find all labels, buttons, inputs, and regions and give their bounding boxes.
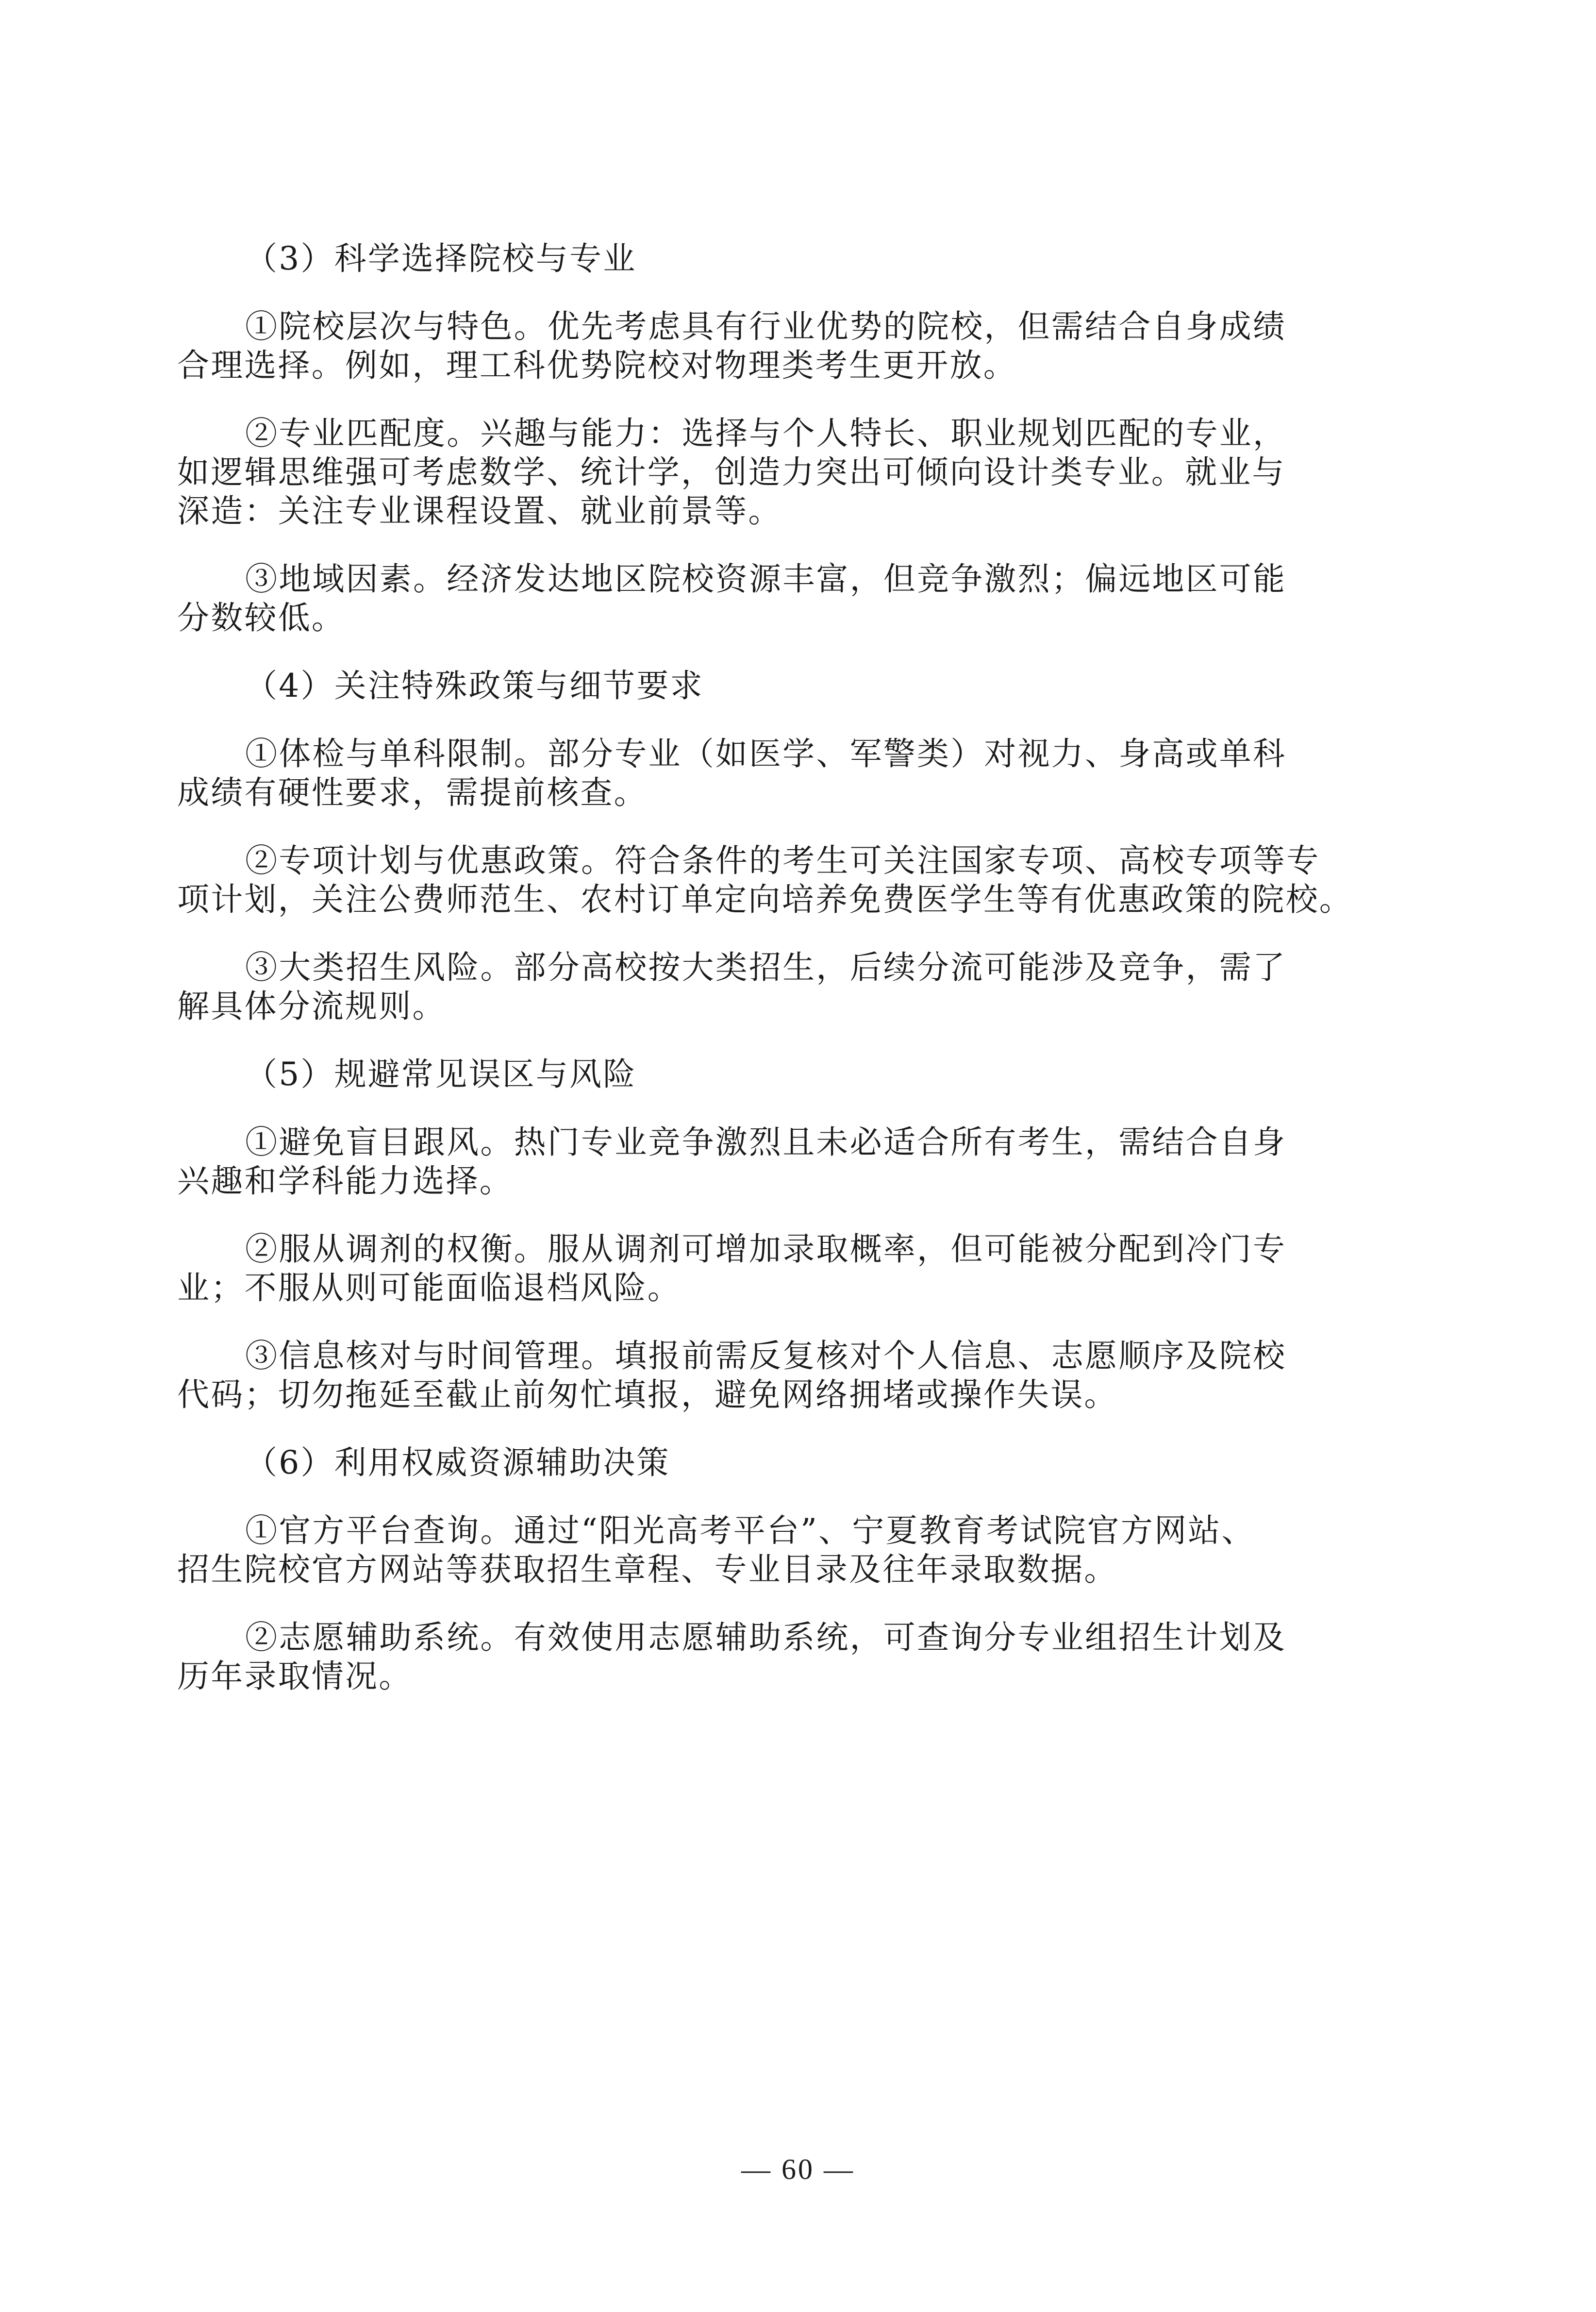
section-heading: （6）利用权威资源辅助决策 [245, 1444, 670, 1481]
paragraph [177, 414, 1335, 531]
paragraph [177, 735, 1335, 812]
paragraph-line: 业；不服从则可能面临退档风险。 [177, 1269, 681, 1307]
page-number: — 60 — [741, 2153, 855, 2185]
paragraph-line: ③地域因素。经济发达地区院校资源丰富，但竞争激烈；偏远地区可能 [245, 560, 1287, 598]
paragraph-line: ③大类招生风险。部分高校按大类招生，后续分流可能涉及竞争，需了 [245, 949, 1287, 986]
paragraph-gap [177, 1026, 1335, 1055]
paragraph-line: ②专业匹配度。兴趣与能力：选择与个人特长、职业规划匹配的专业， [245, 415, 1287, 452]
paragraph-line: ①体检与单科限制。部分专业（如医学、军警类）对视力、身高或单科 [245, 735, 1287, 772]
paragraph-line: 合理选择。例如，理工科优势院校对物理类考生更开放。 [177, 347, 1017, 384]
paragraph-line: 兴趣和学科能力选择。 [177, 1162, 513, 1200]
paragraph-gap [177, 1414, 1335, 1443]
paragraph [177, 1337, 1335, 1414]
paragraph-line: ①避免盲目跟风。热门专业竞争激烈且未必适合所有考生，需结合自身 [245, 1123, 1287, 1161]
paragraph [177, 307, 1335, 385]
paragraph [177, 1618, 1335, 1696]
paragraph-line: 如逻辑思维强可考虑数学、统计学，创造力突出可倾向设计类专业。就业与 [177, 453, 1286, 491]
section-heading: （3）科学选择院校与专业 [245, 240, 637, 277]
paragraph-line: 成绩有硬性要求，需提前核查。 [177, 774, 648, 811]
paragraph-line: 招生院校官方网站等获取招生章程、专业目录及往年录取数据。 [177, 1551, 1118, 1588]
paragraph [177, 1123, 1335, 1201]
paragraph-gap [177, 1201, 1335, 1230]
paragraph-line: 分数较低。 [177, 599, 345, 637]
paragraph-line: 解具体分流规则。 [177, 988, 446, 1025]
paragraph-gap [177, 812, 1335, 841]
paragraph [177, 841, 1353, 919]
paragraph [177, 948, 1335, 1026]
paragraph [177, 560, 1335, 637]
paragraph-line: ②志愿辅助系统。有效使用志愿辅助系统，可查询分专业组招生计划及 [245, 1619, 1287, 1656]
paragraph [177, 1230, 1335, 1307]
paragraph-gap [177, 1482, 1335, 1511]
paragraph-gap [177, 1094, 1335, 1123]
paragraph-gap [177, 919, 1335, 948]
section-heading: （4）关注特殊政策与细节要求 [245, 667, 704, 704]
paragraph-gap [177, 705, 1335, 735]
paragraph-gap [177, 531, 1335, 560]
paragraph-line: 深造：关注专业课程设置、就业前景等。 [177, 492, 782, 530]
paragraph-line: ①官方平台查询。通过“阳光高考平台”、宁夏教育考试院官方网站、 [245, 1512, 1255, 1549]
paragraph-gap [177, 637, 1335, 667]
paragraph-line: ②专项计划与优惠政策。符合条件的考生可关注国家专项、高校专项等专 [245, 842, 1320, 879]
paragraph-gap [177, 1307, 1335, 1337]
paragraph [177, 1511, 1335, 1589]
paragraph-gap [177, 278, 1335, 307]
paragraph-gap [177, 1589, 1335, 1618]
paragraph-line: ②服从调剂的权衡。服从调剂可增加录取概率，但可能被分配到冷门专 [245, 1230, 1287, 1268]
paragraph-line: 代码；切勿拖延至截止前匆忙填报，避免网络拥堵或操作失误。 [177, 1376, 1118, 1413]
paragraph-gap [177, 385, 1335, 414]
paragraph-line: 历年录取情况。 [177, 1658, 413, 1695]
paragraph-line: ①院校层次与特色。优先考虑具有行业优势的院校，但需结合自身成绩 [245, 308, 1287, 345]
section-heading: （5）规避常见误区与风险 [245, 1055, 637, 1093]
paragraph-line: 项计划，关注公费师范生、农村订单定向培养免费医学生等有优惠政策的院校。 [177, 881, 1353, 918]
document-body [177, 239, 1353, 1696]
paragraph-line: ③信息核对与时间管理。填报前需反复核对个人信息、志愿顺序及院校 [245, 1337, 1287, 1374]
